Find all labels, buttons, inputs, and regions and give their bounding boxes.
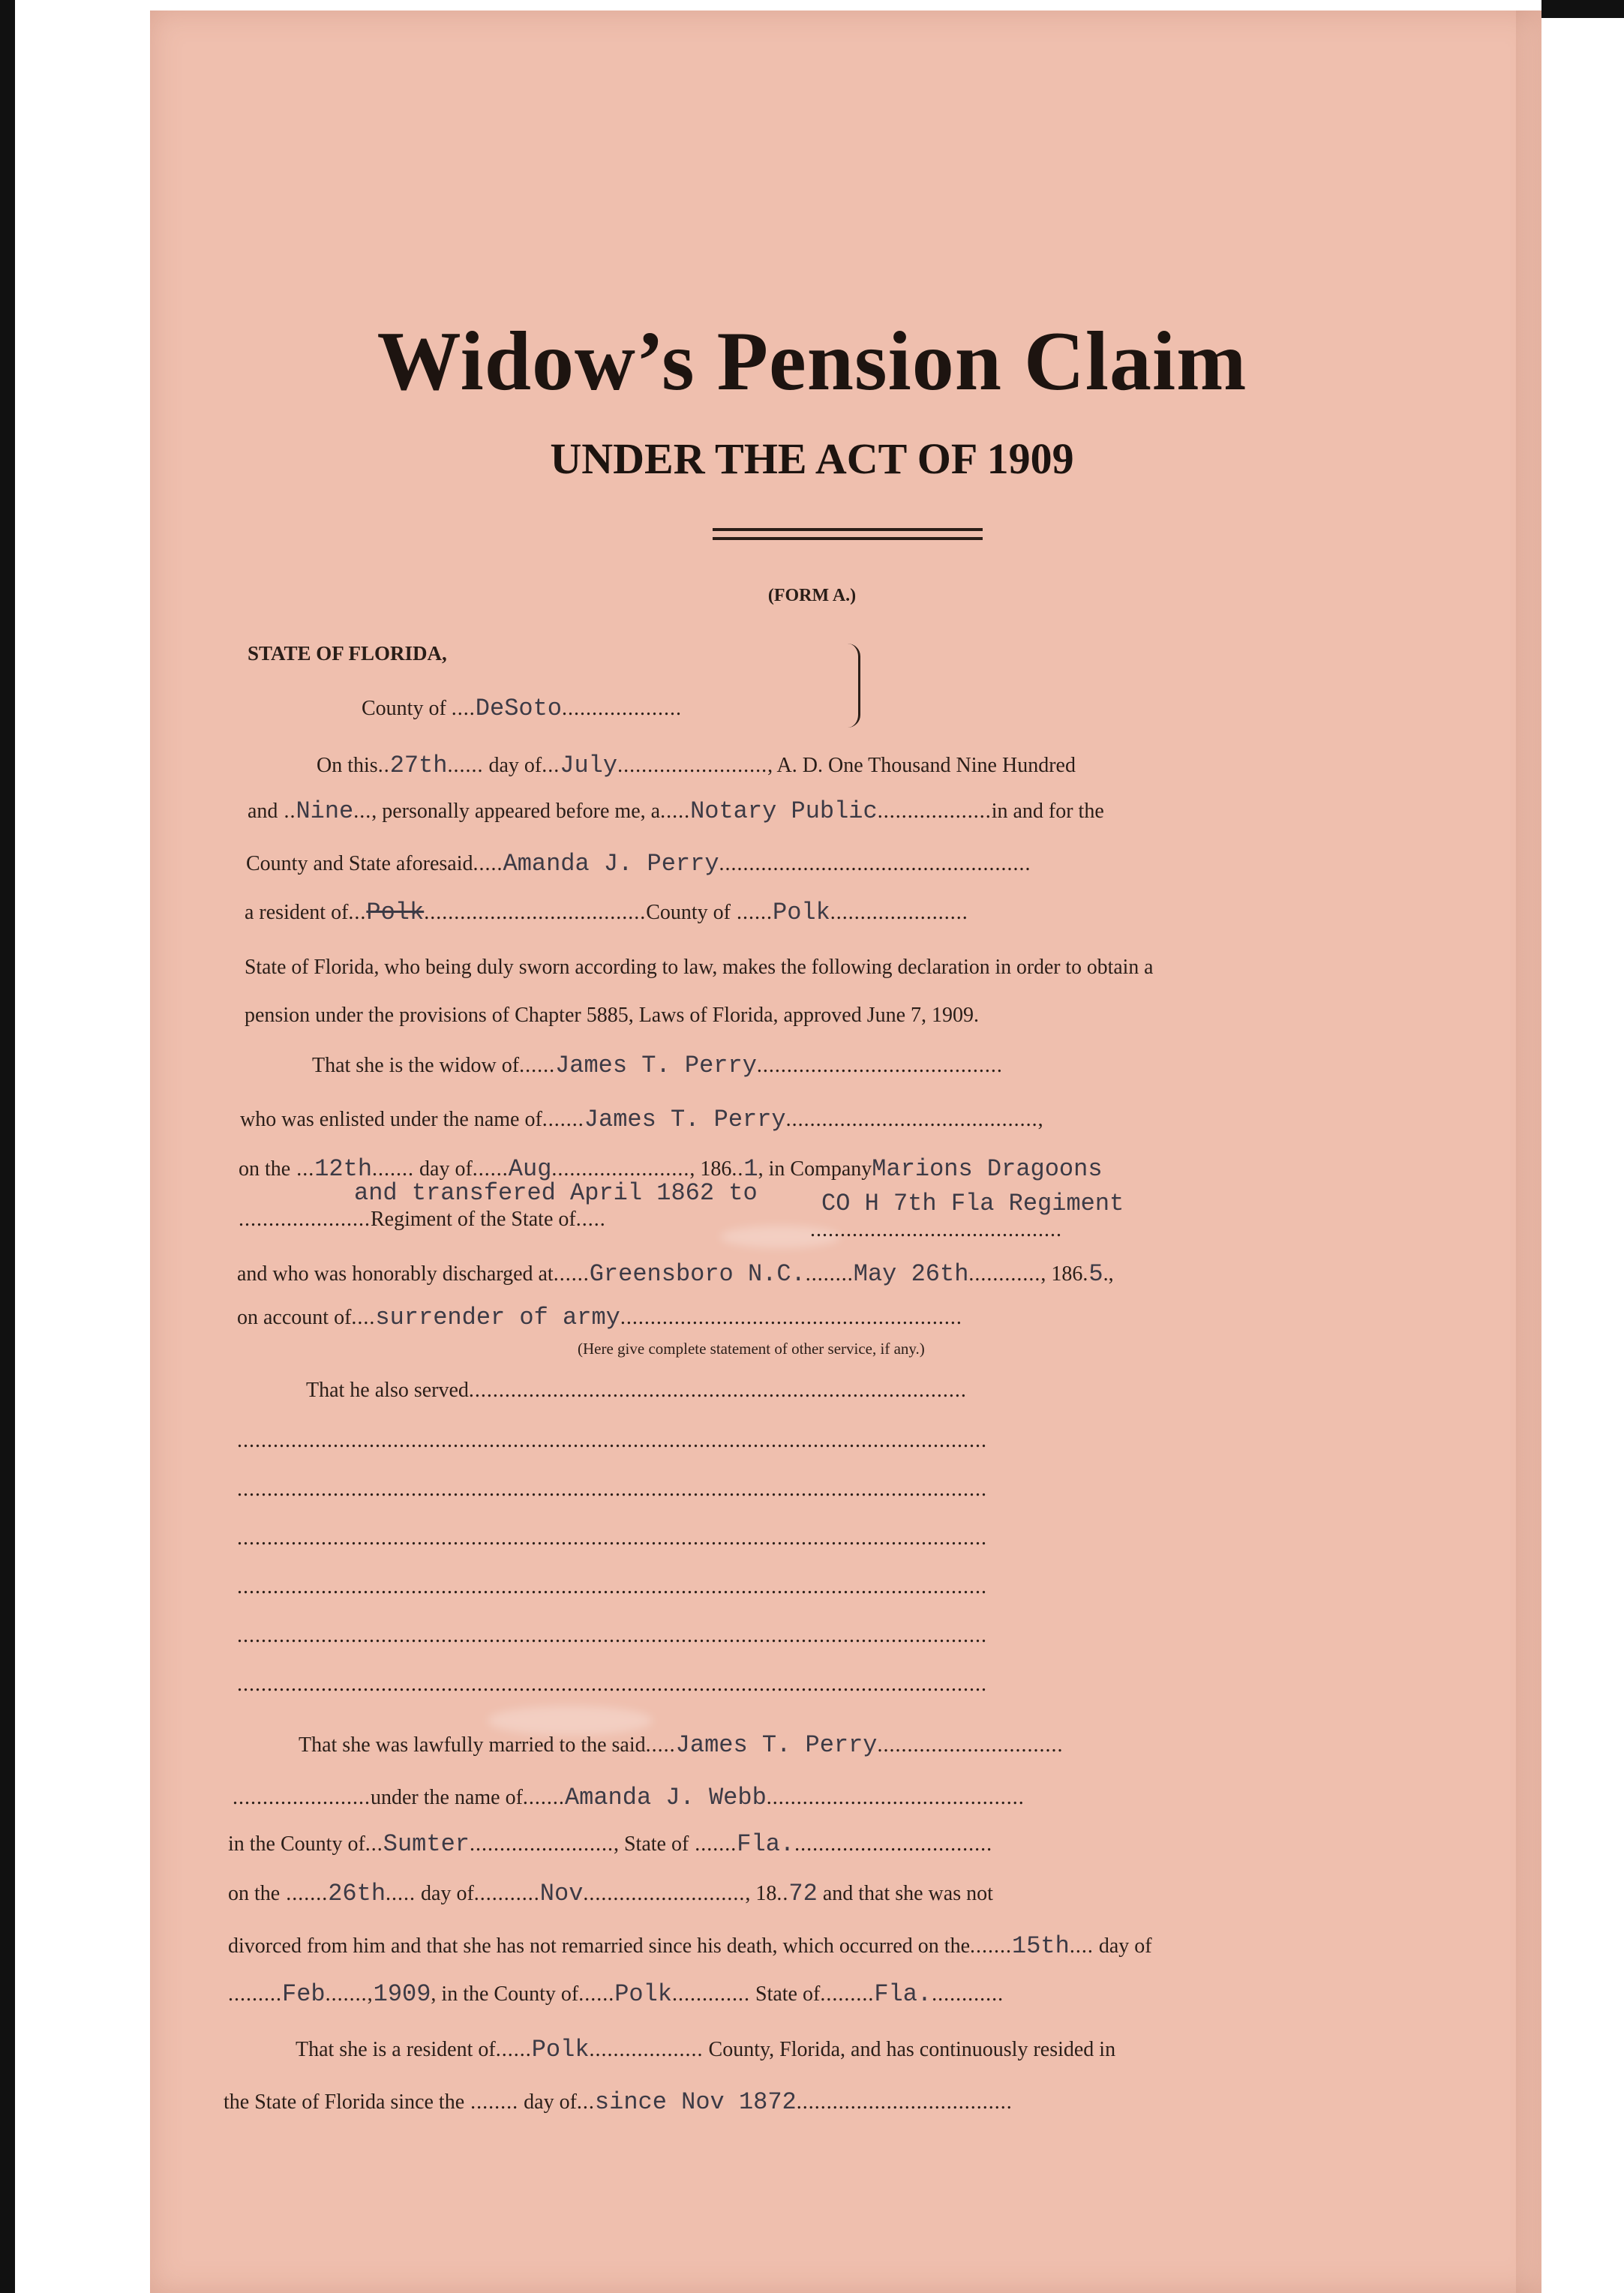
- appearance-line-3: County and State aforesaid.....Amanda J. Perry....................................................: [246, 850, 1031, 878]
- death-year: 1909: [373, 1980, 431, 2008]
- document-title: Widow’s Pension Claim: [377, 315, 1247, 408]
- discharge-date: May 26th: [853, 1260, 969, 1288]
- resident-county: Polk: [772, 899, 830, 926]
- declaration-line-1: State of Florida, who being duly sworn according to law, makes the following declaration in order to obtain a: [245, 956, 1154, 979]
- other-service-note: (Here give complete statement of other service, if any.): [578, 1340, 925, 1358]
- enlisted-name: James T. Perry: [584, 1106, 786, 1133]
- account-value: surrender of army: [375, 1304, 620, 1331]
- enlist-day: 12th: [314, 1155, 373, 1183]
- title-rule-bottom: [713, 537, 983, 540]
- transfer-note: and transfered April 1862 to: [354, 1179, 758, 1207]
- marriage-year: 72: [788, 1880, 818, 1907]
- residence-line: That she is a resident of......Polk................... County, Florida, and has continuously resided in: [296, 2036, 1116, 2063]
- county-line: County of ....DeSoto....................: [362, 695, 682, 722]
- death-line-2: .........Feb.......,1909, in the County of......Polk............. State of.........Fla.............: [228, 1980, 1004, 2008]
- regiment-trailing-dots: ..........................................: [810, 1218, 1062, 1241]
- state-heading: STATE OF FLORIDA,: [248, 642, 447, 665]
- resident-value: Polk: [366, 899, 425, 926]
- county-label: County of: [362, 697, 446, 720]
- appearance-line-4: a resident of...Polk.....................................County of ......Polk.......................: [245, 899, 968, 926]
- death-county: Polk: [614, 1980, 672, 2008]
- blank-line: .............................................................................................................................: [237, 1429, 987, 1452]
- blank-line: .............................................................................................................................: [237, 1624, 987, 1647]
- appearance-month: July: [560, 752, 618, 779]
- enlisted-line: who was enlisted under the name of.......James T. Perry..........................................,: [240, 1106, 1044, 1133]
- appearance-line-2: and ..Nine..., personally appeared before me, a.....Notary Public...................in and for the: [248, 797, 1104, 825]
- appearance-line-1: On this..27th...... day of...July........................., A. D. One Thousand Nine Hundred: [317, 752, 1076, 779]
- married-line: That she was lawfully married to the said.....James T. Perry...............................: [299, 1731, 1064, 1759]
- title-rule-top: [713, 528, 983, 531]
- residence-since-line: the State of Florida since the ........ day of...since Nov 1872....................................: [224, 2088, 1013, 2116]
- husband-name: James T. Perry: [555, 1052, 757, 1079]
- discharge-place: Greensboro N.C.: [589, 1260, 806, 1288]
- marriage-state: Fla.: [737, 1830, 795, 1858]
- also-served-line: That he also served...................................................................................: [306, 1379, 967, 1402]
- blank-line: .............................................................................................................................: [237, 1673, 987, 1696]
- discharge-year: 5: [1088, 1260, 1103, 1288]
- marriage-county-line: in the County of...Sumter........................, State of .......Fla..................................: [228, 1830, 993, 1858]
- marriage-date-line: on the .......26th..... day of...........Nov..........................., 18..72 and that she was not: [228, 1880, 993, 1907]
- declaration-line-2: pension under the provisions of Chapter 5885, Laws of Florida, approved June 7, 1909.: [245, 1004, 980, 1027]
- venue-brace: [848, 644, 860, 728]
- marriage-day: 26th: [328, 1880, 386, 1907]
- married-husband: James T. Perry: [675, 1731, 878, 1759]
- appearance-year: Nine: [296, 797, 354, 825]
- blank-line: .............................................................................................................................: [237, 1575, 987, 1598]
- regiment-line: ......................Regiment of the State of.....: [239, 1208, 606, 1231]
- scan-border-corner: [1541, 0, 1624, 18]
- appearance-officer: Notary Public: [690, 797, 878, 825]
- death-month: Feb: [282, 1980, 326, 2008]
- appearance-day: 27th: [389, 752, 448, 779]
- company-name: Marions Dragoons: [872, 1155, 1103, 1183]
- discharge-line: and who was honorably discharged at......Greensboro N.C.........May 26th............, 186.5.,: [237, 1260, 1114, 1288]
- residence-county: Polk: [531, 2036, 590, 2063]
- death-line-1: divorced from him and that she has not remarried since his death, which occurred on the.......15th.... day of: [228, 1932, 1152, 1960]
- account-line: on account of....surrender of army.........................................................: [237, 1304, 962, 1331]
- form-label: (FORM A.): [767, 586, 857, 605]
- widow-line: That she is the widow of......James T. Perry.........................................: [312, 1052, 1003, 1079]
- maiden-name: Amanda J. Webb: [564, 1784, 767, 1811]
- enlistment-date-line: on the ...12th....... day of......Aug......................., 186..1, in CompanyMarions Dragoons: [239, 1155, 1103, 1183]
- document-subtitle: UNDER THE ACT OF 1909: [550, 434, 1074, 483]
- blank-line: .............................................................................................................................: [237, 1478, 987, 1501]
- death-day: 15th: [1012, 1932, 1070, 1960]
- enlist-month: Aug: [508, 1155, 552, 1183]
- death-state: Fla.: [874, 1980, 932, 2008]
- regiment-value: CO H 7th Fla Regiment: [821, 1190, 1124, 1217]
- maiden-name-line: .......................under the name of.......Amanda J. Webb...........................................: [233, 1784, 1025, 1811]
- claimant-name: Amanda J. Perry: [503, 850, 719, 878]
- blank-line: .............................................................................................................................: [237, 1526, 987, 1550]
- residence-since: since Nov 1872: [594, 2088, 797, 2116]
- county-value: DeSoto: [475, 695, 562, 722]
- marriage-month: Nov: [539, 1880, 584, 1907]
- enlist-year: 1: [743, 1155, 758, 1183]
- marriage-county: Sumter: [383, 1830, 470, 1858]
